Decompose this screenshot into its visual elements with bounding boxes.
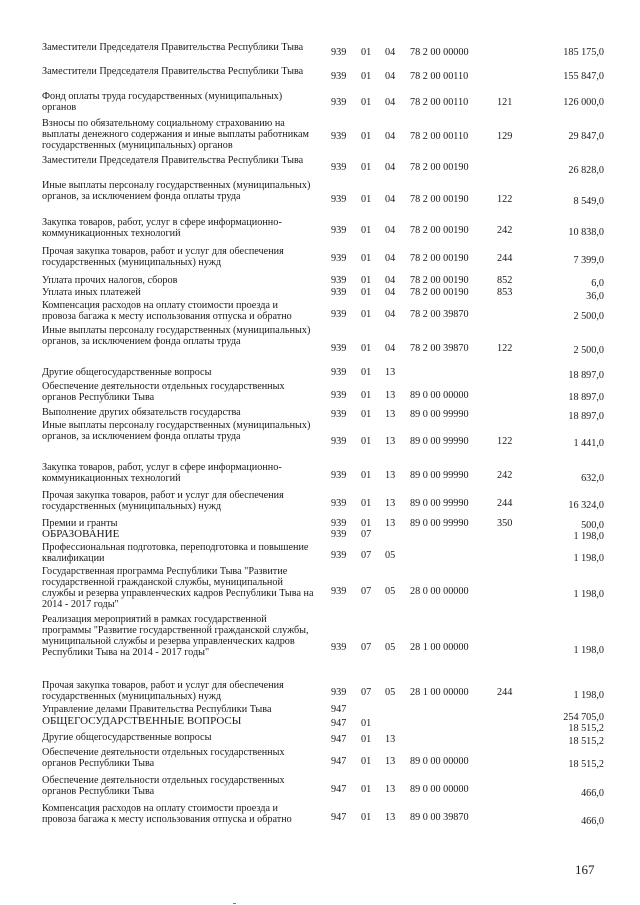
row-subsection-code: 13 <box>385 498 396 509</box>
row-subsection-code: 13 <box>385 734 396 745</box>
row-target-article: 78 2 00 00190 <box>410 253 469 264</box>
row-target-article: 89 0 00 99990 <box>410 409 469 420</box>
row-admin-code: 939 <box>331 253 347 264</box>
row-subsection-code: 04 <box>385 225 396 236</box>
row-expense-type: 350 <box>497 518 513 529</box>
row-section-code: 01 <box>361 131 372 142</box>
row-name: ОБЩЕГОСУДАРСТВЕННЫЕ ВОПРОСЫ <box>42 715 242 727</box>
row-admin-code: 939 <box>331 367 347 378</box>
row-admin-code: 947 <box>331 812 347 823</box>
row-section-code: 01 <box>361 518 372 529</box>
row-subsection-code: 05 <box>385 642 396 653</box>
row-expense-type: 129 <box>497 131 513 142</box>
row-name: ОБРАЗОВАНИЕ <box>42 528 120 540</box>
row-admin-code: 939 <box>331 390 347 401</box>
row-target-article: 89 0 00 99990 <box>410 470 469 481</box>
row-name: Выполнение других обязательств государства <box>42 407 241 418</box>
row-section-code: 07 <box>361 586 372 597</box>
row-admin-code: 939 <box>331 409 347 420</box>
row-subsection-code: 13 <box>385 756 396 767</box>
row-target-article: 78 2 00 00190 <box>410 194 469 205</box>
row-admin-code: 939 <box>331 194 347 205</box>
row-amount: 466,0 <box>581 816 604 827</box>
row-section-code: 07 <box>361 687 372 698</box>
row-section-code: 01 <box>361 287 372 298</box>
row-amount: 26 828,0 <box>568 165 604 176</box>
scan-speck <box>233 903 236 904</box>
row-expense-type: 852 <box>497 275 513 286</box>
row-subsection-code: 04 <box>385 47 396 58</box>
row-admin-code: 939 <box>331 131 347 142</box>
row-admin-code: 939 <box>331 71 347 82</box>
row-subsection-code: 04 <box>385 253 396 264</box>
row-expense-type: 244 <box>497 253 513 264</box>
row-name: Заместители Председателя Правительства Республики Тыва <box>42 66 304 77</box>
row-expense-type: 242 <box>497 225 513 236</box>
row-subsection-code: 13 <box>385 436 396 447</box>
row-amount: 1 198,0 <box>573 645 604 656</box>
row-name: Заместители Председателя Правительства Республики Тыва <box>42 155 304 166</box>
row-section-code: 07 <box>361 529 372 540</box>
row-admin-code: 939 <box>331 97 347 108</box>
row-target-article: 78 2 00 00110 <box>410 97 469 108</box>
row-name: Обеспечение деятельности отдельных государственных органов Республики Тыва <box>42 775 285 797</box>
row-target-article: 28 1 00 00000 <box>410 642 469 653</box>
row-name: Закупка товаров, работ, услуг в сфере информационно-коммуникационных технологий <box>42 462 282 484</box>
row-subsection-code: 13 <box>385 470 396 481</box>
row-admin-code: 947 <box>331 704 347 715</box>
row-admin-code: 947 <box>331 756 347 767</box>
row-amount: 1 198,0 <box>573 589 604 600</box>
row-subsection-code: 13 <box>385 518 396 529</box>
row-section-code: 01 <box>361 734 372 745</box>
row-admin-code: 939 <box>331 47 347 58</box>
row-target-article: 78 2 00 00190 <box>410 162 469 173</box>
row-name: Компенсация расходов на оплату стоимости проезда и провоза багажа к месту использования отпуска и обратно <box>42 803 292 825</box>
row-section-code: 01 <box>361 784 372 795</box>
row-section-code: 01 <box>361 194 372 205</box>
row-subsection-code: 05 <box>385 550 396 561</box>
row-expense-type: 244 <box>497 498 513 509</box>
row-name: Государственная программа Республики Тыва "Развитие государственной гражданской службы, муниципальной службы и резерва управленческих кадров Республики Тыва на 2014 - 2017 годы" <box>42 566 314 610</box>
row-target-article: 89 0 00 00000 <box>410 390 469 401</box>
row-target-article: 28 1 00 00000 <box>410 687 469 698</box>
row-target-article: 78 2 00 39870 <box>410 343 469 354</box>
row-admin-code: 939 <box>331 275 347 286</box>
row-amount: 1 198,0 <box>573 531 604 542</box>
row-expense-type: 122 <box>497 343 513 354</box>
row-target-article: 89 0 00 99990 <box>410 498 469 509</box>
row-subsection-code: 04 <box>385 71 396 82</box>
row-name: Обеспечение деятельности отдельных государственных органов Республики Тыва <box>42 747 285 769</box>
row-section-code: 01 <box>361 71 372 82</box>
row-amount: 18 515,2 <box>568 723 604 734</box>
row-name: Заместители Председателя Правительства Республики Тыва <box>42 42 304 53</box>
row-admin-code: 939 <box>331 436 347 447</box>
row-admin-code: 947 <box>331 784 347 795</box>
row-section-code: 01 <box>361 225 372 236</box>
row-amount: 18 897,0 <box>568 392 604 403</box>
row-name: Реализация мероприятий в рамках государственной программы "Развитие государственной гражданской службы, муниципальной службы и резерва управленческих кадров Республики Тыва на 2014 - 2017 годы" <box>42 614 309 658</box>
row-amount: 254 705,0 <box>563 712 604 723</box>
row-subsection-code: 13 <box>385 367 396 378</box>
row-amount: 1 441,0 <box>573 438 604 449</box>
row-section-code: 07 <box>361 642 372 653</box>
row-amount: 18 897,0 <box>568 370 604 381</box>
row-section-code: 01 <box>361 470 372 481</box>
row-admin-code: 939 <box>331 687 347 698</box>
row-name: Уплата прочих налогов, сборов <box>42 275 178 286</box>
row-section-code: 01 <box>361 812 372 823</box>
row-admin-code: 939 <box>331 309 347 320</box>
row-name: Компенсация расходов на оплату стоимости проезда и провоза багажа к месту использования отпуска и обратно <box>42 300 292 322</box>
row-admin-code: 939 <box>331 498 347 509</box>
row-target-article: 78 2 00 00000 <box>410 47 469 58</box>
row-section-code: 01 <box>361 275 372 286</box>
row-name: Управление делами Правительства Республики Тыва <box>42 704 272 715</box>
row-admin-code: 939 <box>331 642 347 653</box>
row-amount: 18 515,2 <box>568 759 604 770</box>
row-target-article: 89 0 00 00000 <box>410 784 469 795</box>
row-amount: 2 500,0 <box>573 311 604 322</box>
row-name: Взносы по обязательному социальному страхованию на выплаты денежного содержания и иные выплаты работникам государственных (муниципальных) органов <box>42 118 309 151</box>
row-amount: 1 198,0 <box>573 690 604 701</box>
row-amount: 18 515,2 <box>568 736 604 747</box>
row-section-code: 01 <box>361 409 372 420</box>
row-subsection-code: 13 <box>385 784 396 795</box>
row-subsection-code: 13 <box>385 409 396 420</box>
row-amount: 466,0 <box>581 788 604 799</box>
row-amount: 2 500,0 <box>573 345 604 356</box>
row-name: Иные выплаты персоналу государственных (муниципальных) органов, за исключением фонда оплаты труда <box>42 420 311 442</box>
row-name: Прочая закупка товаров, работ и услуг для обеспечения государственных (муниципальных) нужд <box>42 246 284 268</box>
page-number: 167 <box>575 862 595 877</box>
row-admin-code: 939 <box>331 518 347 529</box>
row-target-article: 78 2 00 39870 <box>410 309 469 320</box>
row-expense-type: 853 <box>497 287 513 298</box>
row-target-article: 89 0 00 00000 <box>410 756 469 767</box>
row-name: Обеспечение деятельности отдельных государственных органов Республики Тыва <box>42 381 285 403</box>
row-section-code: 01 <box>361 390 372 401</box>
row-name: Закупка товаров, работ, услуг в сфере информационно-коммуникационных технологий <box>42 217 282 239</box>
row-name: Профессиональная подготовка, переподготовка и повышение квалификации <box>42 542 309 564</box>
row-admin-code: 947 <box>331 718 347 729</box>
row-target-article: 78 2 00 00110 <box>410 71 469 82</box>
row-name: Фонд оплаты труда государственных (муниципальных) органов <box>42 91 283 113</box>
row-section-code: 01 <box>361 718 372 729</box>
row-amount: 126 000,0 <box>563 97 604 108</box>
row-amount: 500,0 <box>581 520 604 531</box>
row-section-code: 01 <box>361 253 372 264</box>
row-subsection-code: 04 <box>385 287 396 298</box>
row-admin-code: 939 <box>331 586 347 597</box>
row-target-article: 78 2 00 00190 <box>410 287 469 298</box>
row-admin-code: 947 <box>331 734 347 745</box>
row-expense-type: 122 <box>497 194 513 205</box>
row-name: Уплата иных платежей <box>42 287 141 298</box>
row-name: Премии и гранты <box>42 518 118 529</box>
row-section-code: 01 <box>361 367 372 378</box>
row-subsection-code: 05 <box>385 687 396 698</box>
row-section-code: 01 <box>361 162 372 173</box>
row-target-article: 78 2 00 00190 <box>410 225 469 236</box>
row-section-code: 01 <box>361 47 372 58</box>
row-target-article: 78 2 00 00190 <box>410 275 469 286</box>
row-subsection-code: 04 <box>385 343 396 354</box>
row-target-article: 28 0 00 00000 <box>410 586 469 597</box>
row-amount: 7 399,0 <box>573 255 604 266</box>
row-expense-type: 121 <box>497 97 513 108</box>
row-section-code: 01 <box>361 756 372 767</box>
row-subsection-code: 04 <box>385 162 396 173</box>
row-subsection-code: 04 <box>385 275 396 286</box>
row-expense-type: 122 <box>497 436 513 447</box>
row-amount: 10 838,0 <box>568 227 604 238</box>
row-name: Прочая закупка товаров, работ и услуг для обеспечения государственных (муниципальных) нужд <box>42 490 284 512</box>
row-amount: 36,0 <box>586 291 604 302</box>
row-name: Другие общегосударственные вопросы <box>42 732 212 743</box>
row-amount: 632,0 <box>581 473 604 484</box>
row-admin-code: 939 <box>331 343 347 354</box>
row-amount: 155 847,0 <box>563 71 604 82</box>
row-amount: 29 847,0 <box>568 131 604 142</box>
row-subsection-code: 04 <box>385 194 396 205</box>
row-amount: 16 324,0 <box>568 500 604 511</box>
row-name: Иные выплаты персоналу государственных (муниципальных) органов, за исключением фонда оплаты труда <box>42 180 311 202</box>
row-subsection-code: 04 <box>385 131 396 142</box>
row-target-article: 89 0 00 99990 <box>410 518 469 529</box>
row-expense-type: 242 <box>497 470 513 481</box>
row-target-article: 89 0 00 39870 <box>410 812 469 823</box>
row-subsection-code: 13 <box>385 812 396 823</box>
row-target-article: 89 0 00 99990 <box>410 436 469 447</box>
row-admin-code: 939 <box>331 225 347 236</box>
row-target-article: 78 2 00 00110 <box>410 131 469 142</box>
row-section-code: 01 <box>361 343 372 354</box>
row-name: Иные выплаты персоналу государственных (муниципальных) органов, за исключением фонда оплаты труда <box>42 325 311 347</box>
row-name: Другие общегосударственные вопросы <box>42 367 212 378</box>
row-admin-code: 939 <box>331 529 347 540</box>
row-admin-code: 939 <box>331 550 347 561</box>
row-section-code: 01 <box>361 498 372 509</box>
row-amount: 185 175,0 <box>563 47 604 58</box>
row-amount: 8 549,0 <box>573 196 604 207</box>
row-section-code: 01 <box>361 97 372 108</box>
row-amount: 18 897,0 <box>568 411 604 422</box>
row-subsection-code: 13 <box>385 390 396 401</box>
row-subsection-code: 04 <box>385 309 396 320</box>
row-subsection-code: 05 <box>385 586 396 597</box>
row-amount: 1 198,0 <box>573 553 604 564</box>
row-section-code: 07 <box>361 550 372 561</box>
row-section-code: 01 <box>361 436 372 447</box>
row-expense-type: 244 <box>497 687 513 698</box>
row-admin-code: 939 <box>331 470 347 481</box>
row-name: Прочая закупка товаров, работ и услуг для обеспечения государственных (муниципальных) нужд <box>42 680 284 702</box>
row-admin-code: 939 <box>331 287 347 298</box>
row-subsection-code: 04 <box>385 97 396 108</box>
row-section-code: 01 <box>361 309 372 320</box>
row-admin-code: 939 <box>331 162 347 173</box>
row-amount: 6,0 <box>591 278 604 289</box>
